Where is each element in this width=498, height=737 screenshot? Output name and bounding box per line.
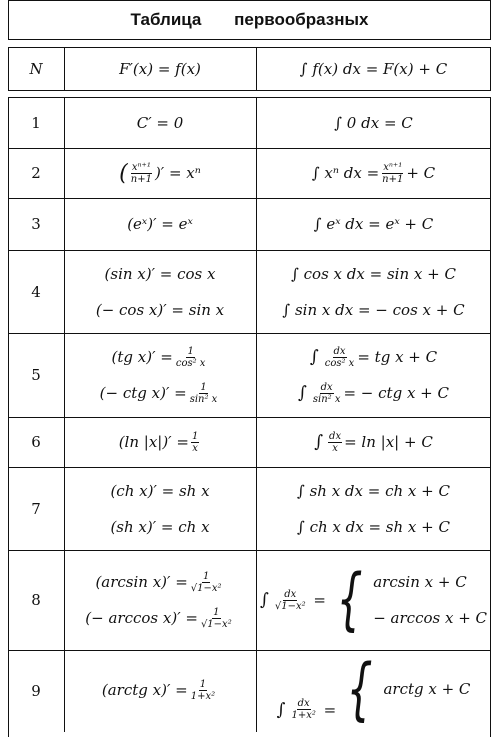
left-brace: {: [346, 650, 373, 729]
row-number: 2: [31, 164, 41, 182]
integral-formula: [256, 650, 491, 732]
integral-formula: [256, 417, 491, 467]
formula-line: ∫ ch x dx = sh x + C: [297, 517, 450, 536]
derivative-formula: C′ = 0: [136, 113, 184, 132]
formula-left: (ln |x|)′ =: [118, 433, 189, 451]
formula-left: ∫ xⁿ dx =: [311, 164, 380, 182]
denominator: sin² x: [189, 393, 218, 405]
formula-line: (sin x)′ = cos x: [104, 264, 216, 283]
fraction: [328, 431, 342, 454]
integral-formula: [256, 550, 491, 650]
fraction: [312, 382, 342, 405]
formula-line: ∫ sh x dx = ch x + C: [297, 481, 450, 500]
derivative-formula: [64, 550, 256, 650]
integral-sign: ∫: [276, 699, 286, 720]
formula-left: (arctg x)′ =: [101, 681, 188, 699]
integral-formula: [256, 467, 491, 550]
numerator: 1: [200, 381, 207, 393]
denominator: √1−x²: [200, 618, 232, 630]
denominator: x: [192, 442, 198, 454]
fraction: [324, 346, 356, 369]
numerator: dx: [333, 345, 346, 357]
header-n: N: [29, 60, 43, 78]
integral-formula: [256, 250, 491, 333]
fraction: [190, 571, 223, 594]
numerator: 1: [202, 570, 210, 582]
numerator: 1: [199, 678, 207, 690]
formula-rest: + C: [406, 164, 436, 182]
header-derivative: F′(x) = f(x): [119, 60, 201, 78]
formula-rest: = ln |x| + C: [344, 433, 433, 451]
header-integral: ∫ f(x) dx = F(x) + C: [299, 60, 448, 78]
formula-rest: = tg x + C: [357, 348, 438, 366]
formula-left: (− arccos x)′ =: [85, 609, 198, 627]
numerator: dx: [320, 381, 333, 393]
paren: (: [119, 160, 128, 186]
fraction: [130, 162, 153, 185]
row-number: 4: [31, 282, 41, 301]
derivative-formula: [64, 650, 256, 732]
formula-line: ∫ sin x dx = − cos x + C: [282, 300, 465, 319]
formula-rest: = − ctg x + C: [343, 384, 449, 402]
row-number: 6: [31, 433, 41, 451]
case-line: − arccos x + C: [373, 609, 488, 627]
numerator: dx: [284, 588, 297, 600]
denominator: √1−x²: [190, 582, 222, 594]
numerator: dx: [297, 698, 310, 709]
equals-sign: =: [318, 700, 337, 719]
formula-line: (− cos x)′ = sin x: [95, 300, 225, 319]
formula-line: (ch x)′ = sh x: [110, 481, 210, 500]
integral-sign: ∫: [259, 590, 269, 610]
denominator: 1+x²: [190, 690, 216, 702]
numerator: xⁿ⁺¹: [131, 161, 151, 173]
fraction: [200, 607, 233, 630]
row-number: 1: [31, 113, 41, 132]
fraction: [274, 589, 307, 612]
denominator: cos² x: [324, 357, 355, 369]
integral-formula: [256, 148, 491, 198]
integral-sign: ∫: [314, 432, 324, 452]
left-brace: {: [336, 560, 363, 639]
row-number: 8: [31, 591, 41, 609]
case-line: arcsin x + C: [373, 573, 467, 591]
equals-sign: =: [308, 591, 326, 609]
formula-left: (− ctg x)′ =: [99, 384, 187, 402]
integral-sign: ∫: [298, 383, 307, 403]
row-number: 5: [31, 366, 41, 384]
numerator: 1: [213, 606, 220, 618]
derivative-formula: [64, 417, 256, 467]
integral-sign: ∫: [309, 347, 319, 367]
row-number: 3: [31, 215, 41, 233]
fraction: [191, 431, 199, 454]
integral-formula: [256, 333, 491, 417]
cases: [373, 573, 487, 627]
derivative-formula: (eˣ)′ = eˣ: [127, 215, 193, 233]
table-title: Таблица первообразных: [8, 0, 491, 40]
derivative-formula: [64, 250, 256, 333]
denominator: cos² x: [175, 357, 206, 369]
formula-left: (arcsin x)′ =: [95, 573, 188, 591]
formula-rest: )′ = xⁿ: [154, 164, 201, 182]
numerator: dx: [329, 430, 342, 442]
numerator: 1: [187, 345, 194, 357]
denominator: sin² x: [312, 393, 341, 405]
formula-line: (sh x)′ = ch x: [110, 517, 210, 536]
denominator: n+1: [382, 173, 404, 185]
formula-line: ∫ cos x dx = sin x + C: [291, 264, 456, 283]
derivative-formula: [64, 333, 256, 417]
row-number: 9: [31, 682, 41, 700]
fraction: [190, 679, 216, 702]
denominator: x: [332, 442, 338, 454]
derivative-formula: [64, 148, 256, 198]
derivative-formula: [64, 467, 256, 550]
integral-formula: ∫ 0 dx = C: [334, 113, 413, 132]
fraction: [189, 382, 219, 405]
integral-formula: ∫ eˣ dx = eˣ + C: [313, 215, 434, 233]
denominator: 1+x²: [291, 710, 316, 721]
case-line: arctg x + C: [383, 680, 471, 698]
numerator: 1: [191, 430, 199, 442]
formula-left: (tg x)′ =: [111, 348, 173, 366]
numerator: xⁿ⁺¹: [383, 161, 403, 173]
fraction: [290, 698, 316, 721]
denominator: √1−x²: [274, 600, 306, 612]
denominator: n+1: [130, 173, 152, 185]
fraction: [381, 162, 404, 185]
fraction: [175, 346, 207, 369]
row-number: 7: [31, 499, 41, 518]
